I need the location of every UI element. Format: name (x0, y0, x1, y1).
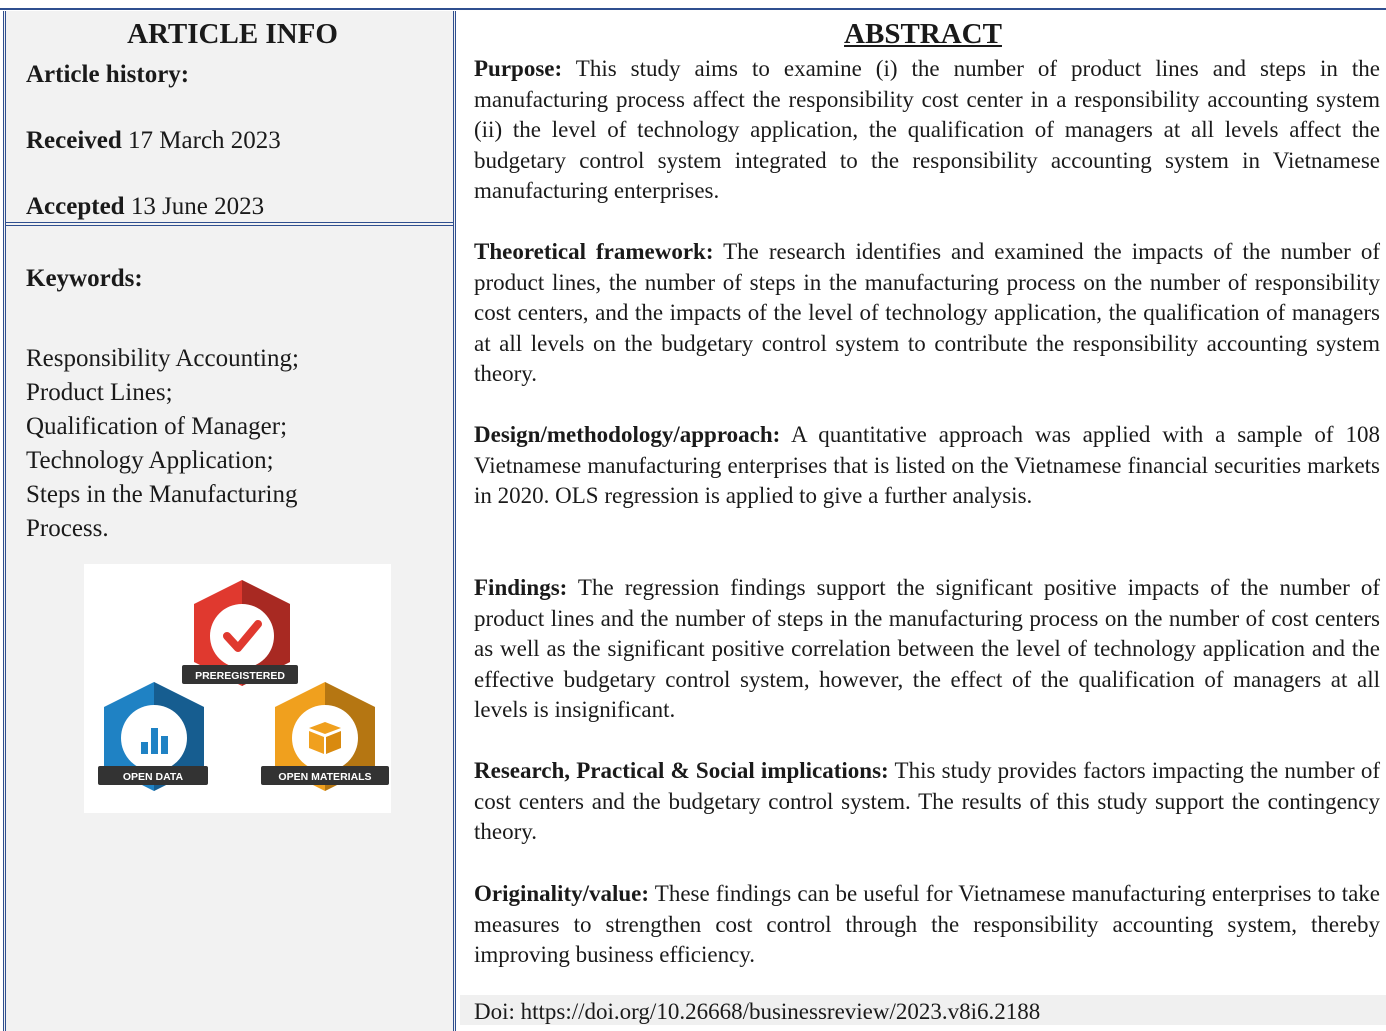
article-info-panel (3, 11, 456, 1031)
theoretical-framework-section (474, 237, 1380, 390)
implications-text: This study provides factors impacting the number of cost centers and the budgetary control system. The results of this study support the contingency theory. (474, 758, 1381, 844)
preregistered-badge (182, 580, 298, 686)
keyword-item: Steps in the Manufacturing (26, 481, 298, 508)
badges-graphic (84, 564, 391, 813)
doi-bar (460, 995, 1386, 1025)
open-materials-badge (261, 682, 389, 791)
accepted-date: 13 June 2023 (130, 193, 265, 220)
accepted-line (26, 192, 264, 222)
theoretical-framework-text: The research identifies and examined the impacts of the number of product lines, the number of steps in the manufacturing process on the number of responsibility cost centers, and the impacts of the level of technology application, the qualification of managers at all levels on the budgetary control system to contribute the responsibility accounting system theory. (474, 239, 1380, 386)
findings-section (474, 573, 1380, 726)
abstract-panel (460, 11, 1386, 1023)
keyword-item: Responsibility Accounting; (26, 345, 299, 372)
keyword-item: Technology Application; (26, 447, 274, 474)
design-methodology-text: A quantitative approach was applied with a sample of 108 Vietnamese manufacturing enterprises that is listed on the Vietnamese financial securities markets in 2020. OLS regression is applied to give a further analysis. (474, 422, 1380, 508)
purpose-section (474, 54, 1380, 207)
originality-text: These findings can be useful for Vietnamese manufacturing enterprises to take measures to strengthen cost control through the responsibility accounting system, thereby improving business efficiency. (474, 881, 1380, 967)
keywords-label: Keywords: (26, 265, 143, 292)
open-data-badge (98, 682, 208, 791)
implications-section (474, 756, 1380, 848)
received-line (26, 126, 281, 156)
received-date: 17 March 2023 (128, 127, 281, 154)
implications-label: Research, Practical & Social implications: (474, 758, 889, 783)
article-info-heading: ARTICLE INFO (127, 18, 338, 50)
keywords-list (26, 342, 299, 546)
doi-link[interactable]: Doi: https://doi.org/10.26668/businessreview/2023.v8i6.2188 (474, 999, 1041, 1024)
keyword-item: Qualification of Manager; (26, 413, 288, 440)
purpose-text: This study aims to examine (i) the number of product lines and steps in the manufacturing process affect the responsibility cost center in a responsibility accounting system (ii) the level of technology application, the qualification of managers at all levels affect the budgetary control system integrated to the responsibility accounting system in Vietnamese manufacturing enterprises. (474, 56, 1380, 203)
open-science-badges (84, 564, 391, 813)
accepted-label: Accepted (26, 193, 125, 220)
findings-text: The regression findings support the significant positive impacts of the number of product lines and the number of steps in the manufacturing process on the number of cost centers as well as the significant positive correlation between the level of technology application and the effective budgetary control system, however, the effect of the qualification of managers at all levels is insignificant. (474, 575, 1380, 722)
originality-label: Originality/value: (474, 881, 650, 906)
design-methodology-label: Design/methodology/approach: (474, 422, 781, 447)
article-history-label: Article history: (26, 61, 190, 88)
keyword-item: Product Lines; (26, 379, 173, 406)
originality-section (474, 879, 1380, 971)
findings-label: Findings: (474, 575, 568, 600)
keyword-item: Process. (26, 515, 109, 542)
theoretical-framework-label: Theoretical framework: (474, 239, 714, 264)
section-divider (6, 222, 453, 226)
top-rule (0, 8, 1386, 10)
open-materials-label: OPEN MATERIALS (278, 771, 372, 783)
abstract-heading-text: ABSTRACT (844, 18, 1002, 50)
open-data-label: OPEN DATA (122, 771, 184, 783)
abstract-heading (460, 17, 1386, 51)
received-label: Received (26, 127, 122, 154)
purpose-label: Purpose: (474, 56, 563, 81)
preregistered-label: PREREGISTERED (195, 670, 285, 682)
design-methodology-section (474, 420, 1380, 512)
